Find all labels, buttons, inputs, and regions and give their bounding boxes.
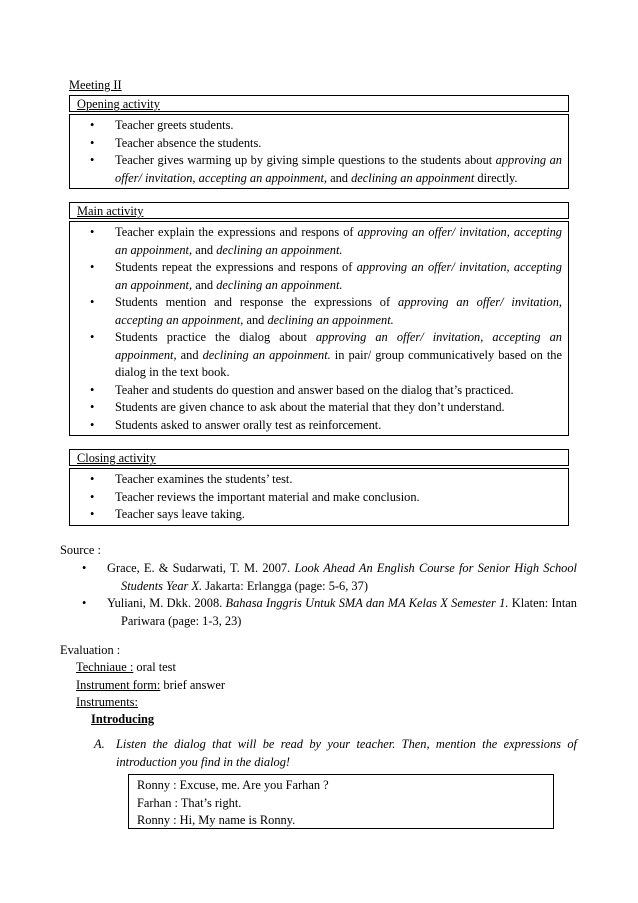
list-item-text: declining an appoinment. [216,277,343,292]
list-item-text: and [192,277,217,292]
technique-line [76,659,176,677]
list-item-text: Jakarta: Erlangga (page: 5-6, 37) [202,578,368,593]
instrument-label: Instrument form: [76,678,161,692]
section-title: Introducing [91,712,155,726]
list-item-text: Teacher greets students. [115,118,234,132]
closing-list-box [69,468,569,526]
list-item [70,294,562,329]
task-text: Listen the dialog that will be read by your teacher. Then, mention the expressions of introduction you find in the dialog! [116,737,577,769]
list-item-text: Students mention and response the expressions of [115,295,399,309]
list-item-text: Students practice the dialog about [115,330,316,344]
list-item-text: approving an offer/ invitation, accepting an appoinment, [115,330,562,362]
list-item [70,259,562,294]
closing-list [70,471,562,524]
list-item-text: declining an appoinment [351,170,475,185]
list-item-text: and [176,347,203,362]
list-item-text: approving an offer/ invitation, accepting an appoinment, [115,295,562,327]
technique-label: Techniaue : [76,660,134,674]
opening-list [70,117,562,187]
list-item [70,489,562,507]
list-item-text: Teacher absence the students. [115,135,262,150]
main-list-box [69,221,569,436]
list-item [70,152,562,187]
meeting-title: Meeting II [69,78,122,92]
list-item [76,560,577,595]
opening-list-box [69,114,569,189]
instrument-value: brief answer [160,678,225,692]
list-item-text: Teacher examines the students’ test. [115,472,293,486]
opening-header-label: Opening activity [77,97,160,111]
list-item-text: approving an offer/ invitation, accepting an appoinment, [115,225,563,257]
list-item-text: Bahasa Inggris Untuk SMA dan MA Kelas X Semester 1. [225,596,509,610]
list-item-text: Students asked to answer orally test as reinforcement. [115,417,382,432]
list-item [70,471,562,489]
list-item-text: Teacher reviews the important material and make conclusion. [115,489,420,504]
list-item-text: Look Ahead An English Course for Senior High School Students Year X. [121,561,577,593]
list-item [70,382,562,400]
closing-header [69,449,569,466]
main-header [69,202,569,219]
dialog-box [128,774,554,829]
list-item-text: and [243,312,268,327]
list-item-text: Students are given chance to ask about the material that they don’t understand. [115,400,505,414]
instruments-label: Instruments: [76,695,138,709]
list-item-text: Teacher says leave taking. [115,507,245,521]
list-item [70,117,562,135]
list-item [70,329,562,382]
list-item-text: directly. [474,170,518,185]
opening-header [69,95,569,112]
list-item-text: Teacher explain the expressions and respons of [115,225,358,239]
list-item [70,506,562,524]
list-item-text: in pair/ group communicatively based on the dialog in the text book. [115,347,562,379]
list-item-text: approving an offer/ invitation, accepting an appoinment, [115,153,563,185]
list-item [70,399,562,417]
list-item-text: declining an appoinment. [216,242,343,257]
dialog-line: Ronny : Hi, My name is Ronny. [137,813,296,827]
main-header-label: Main activity [77,204,144,218]
dialog-line: Ronny : Excuse, me. Are you Farhan ? [137,778,329,792]
main-list [70,224,562,434]
source-block [76,560,577,630]
list-item-text: declining an appoinment. [202,347,331,362]
list-item-text: Grace, E. & Sudarwati, T. M. 2007. [107,561,295,575]
list-item-text: and [192,242,217,257]
instrument-line [76,677,225,695]
source-list [76,560,577,630]
list-item [70,224,562,259]
list-item-text: Teaher and students do question and answer based on the dialog that’s practiced. [115,382,514,397]
list-item-text: declining an appoinment. [267,312,394,327]
technique-value: oral test [133,660,176,674]
dialog-line: Farhan : That’s right. [137,795,242,810]
list-item-text: Teacher gives warming up by giving simple questions to the students about [115,153,496,167]
closing-header-label: Closing activity [77,451,156,465]
list-item-text: Students repeat the expressions and respons of [115,260,357,274]
list-item [76,595,577,630]
list-item-text: Klaten: Intan Pariwara (page: 1-3, 23) [121,596,578,628]
source-label: Source : [60,543,101,557]
list-item [70,417,562,435]
list-item-text: and [326,170,352,185]
list-item [70,135,562,153]
list-item-text: Yuliani, M. Dkk. 2008. [107,596,226,610]
evaluation-label: Evaluation : [60,643,121,657]
task-letter: A. [94,737,105,751]
list-item-text: approving an offer/ invitation, accepting an appoinment, [115,260,563,292]
